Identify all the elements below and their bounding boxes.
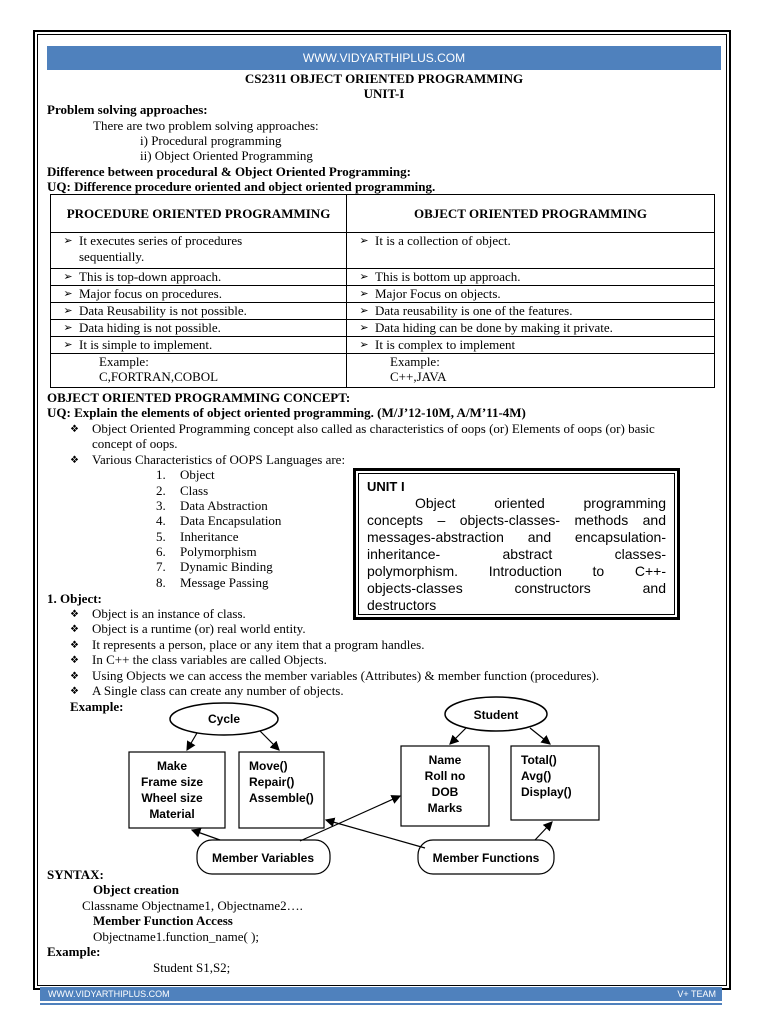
cycle-var: Material [149,807,195,821]
arrow-bullet-icon: ➢ [359,288,369,300]
characteristic-item: 1. Object [156,467,215,482]
diff-heading: Difference between procedural & Object Oriented Programming: [47,164,411,179]
student-var: Name [428,753,462,767]
diamond-bullet-icon: ❖ [70,455,79,466]
table-header-procedure: PROCEDURE ORIENTED PROGRAMMING [51,195,347,233]
object-example-label: Example: [70,699,124,714]
unit-box-line: destructors [367,597,437,613]
example-label: Example: [390,354,440,369]
characteristic-item: 3. Data Abstraction [156,498,268,513]
table-header-object: OBJECT ORIENTED PROGRAMMING [347,195,715,233]
table-cell: ➢ This is top-down approach. [51,269,347,286]
characteristic-item: 8. Message Passing [156,575,269,590]
unit-box-line: objects-classes constructors and [367,580,666,596]
table-cell: ➢ Data hiding is not possible. [51,320,347,337]
arrow-bullet-icon: ➢ [63,271,73,283]
member-variables-label: Member Variables [211,851,315,865]
list-item-continued: concept of oops. [92,436,178,451]
unit-box-line: Object oriented programming [415,495,666,511]
unit-title: UNIT-I [363,86,405,101]
list-item: ❖ A Single class can create any number of objects. [70,683,344,698]
arrow-bullet-icon: ➢ [63,235,73,247]
table-cell: ➢ Major Focus on objects. [347,286,715,303]
student-var: Marks [427,801,463,815]
cycle-label: Cycle [207,712,241,726]
unit-box-line: polymorphism. Introduction to C++- [367,563,666,579]
document-title: CS2311 OBJECT ORIENTED PROGRAMMING [244,71,524,86]
student-func: Total() [521,753,557,767]
table-cell: ➢ It is a collection of object. [347,233,715,269]
unit-box-title: UNIT I [367,479,405,494]
list-item: ❖ Object is a runtime (or) real world entity. [70,621,306,636]
list-item: ❖ Object is an instance of class. [70,606,246,621]
footer-line [40,1003,722,1005]
arrow-connector [530,728,550,744]
syntax-example-label: Example: [47,944,101,959]
concept-uq: UQ: Explain the elements of object oriented programming. (M/J’12-10M, A/M’11-4M) [47,405,526,420]
table-cell: ➢ Data reusability is one of the features. [347,303,715,320]
characteristic-item: 5. Inheritance [156,529,239,544]
cycle-var: Wheel size [141,791,203,805]
object-creation-label: Object creation [93,882,180,897]
arrow-bullet-icon: ➢ [63,288,73,300]
arrow-bullet-icon: ➢ [359,305,369,317]
intro-item: i) Procedural programming [140,133,282,148]
characteristic-item: 2. Class [156,483,209,498]
characteristic-item: 6. Polymorphism [156,544,257,559]
cycle-func: Assemble() [249,791,314,805]
list-item: ❖ Various Characteristics of OOPS Languages are: [70,452,346,467]
arrow-bullet-icon: ➢ [63,305,73,317]
diff-uq: UQ: Difference procedure oriented and object oriented programming. [47,179,436,194]
arrow-connector [192,830,220,840]
student-var: DOB [431,785,459,799]
student-func: Display() [521,785,572,799]
student-label: Student [473,708,519,722]
footer-team: V+ TEAM [677,989,716,999]
list-item: ❖ It represents a person, place or any item that a program handles. [70,637,425,652]
cycle-var: Make [156,759,188,773]
diamond-bullet-icon: ❖ [70,640,79,651]
diamond-bullet-icon: ❖ [70,609,79,620]
table-cell: ➢ This is bottom up approach. [347,269,715,286]
unit-box-line: concepts – objects-classes- methods and [367,512,666,528]
table-cell: ➢ It is simple to implement. [51,337,347,354]
syntax-example-line: Student S1,S2; [153,960,231,975]
table-cell: ➢ Data Reusability is not possible. [51,303,347,320]
intro-item: ii) Object Oriented Programming [140,148,313,163]
arrow-connector [187,733,197,750]
characteristic-item: 7. Dynamic Binding [156,559,273,574]
table-cell: ➢ It executes series of procedures sequentially. [51,233,347,269]
list-item: ❖ Using Objects we can access the member variables (Attributes) & member function (procedures). [70,668,600,683]
unit-box-line: inheritance- abstract classes- [367,546,666,562]
unit-box-line: messages-abstraction and encapsulation- [367,529,666,545]
example-label: Example: [99,354,149,369]
concept-heading: OBJECT ORIENTED PROGRAMMING CONCEPT: [47,390,351,405]
table-cell: ➢ Data hiding can be done by making it private. [347,320,715,337]
student-func: Avg() [521,769,552,783]
member-functions-label: Member Functions [432,851,540,865]
arrow-bullet-icon: ➢ [359,339,369,351]
diamond-bullet-icon: ❖ [70,671,79,682]
cycle-var: Frame size [140,775,204,789]
arrow-bullet-icon: ➢ [359,322,369,334]
list-item: ❖ Object Oriented Programming concept also called as characteristics of oops (or) Elements of oops (or) basic [70,421,655,436]
example-procedure: C,FORTRAN,COBOL [99,369,219,384]
intro-heading: Problem solving approaches: [47,102,208,117]
member-access-label: Member Function Access [93,913,233,928]
list-item: ❖ In C++ the class variables are called Objects. [70,652,327,667]
syntax-heading: SYNTAX: [47,867,104,882]
intro-line: There are two problem solving approaches: [93,118,319,133]
arrow-bullet-icon: ➢ [359,271,369,283]
member-access-line: Objectname1.function_name( ); [93,929,260,944]
object-heading: 1. Object: [47,591,102,606]
student-var: Roll no [424,769,466,783]
diamond-bullet-icon: ❖ [70,424,79,435]
example-object: C++,JAVA [390,369,447,384]
footer-site-link[interactable]: WWW.VIDYARTHIPLUS.COM [48,989,170,999]
arrow-bullet-icon: ➢ [359,235,369,247]
arrow-bullet-icon: ➢ [63,322,73,334]
diamond-bullet-icon: ❖ [70,686,79,697]
object-creation-line: Classname Objectname1, Objectname2…. [82,898,303,913]
header-site-bar[interactable]: WWW.VIDYARTHIPLUS.COM [47,46,721,70]
cycle-func: Repair() [249,775,295,789]
arrow-connector [535,822,552,840]
footer-bar [40,987,722,1001]
arrow-connector [450,728,466,744]
diamond-bullet-icon: ❖ [70,655,79,666]
table-cell: ➢ Major focus on procedures. [51,286,347,303]
diamond-bullet-icon: ❖ [70,624,79,635]
arrow-bullet-icon: ➢ [63,339,73,351]
cycle-func: Move() [249,759,288,773]
characteristic-item: 4. Data Encapsulation [156,513,282,528]
arrow-connector [260,731,279,750]
table-cell: ➢ It is complex to implement [347,337,715,354]
